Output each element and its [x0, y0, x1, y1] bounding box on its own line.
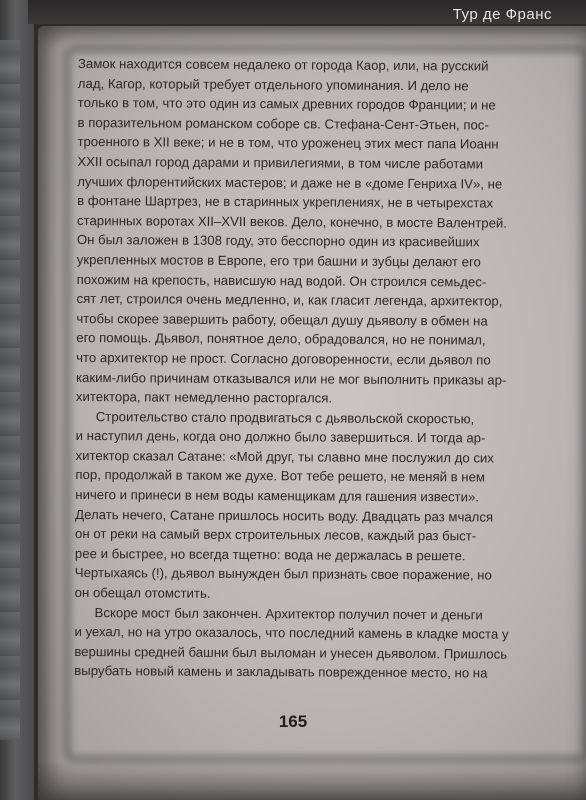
text-line: Делать нечего, Сатане пришлось носить воду. Двадцать раз мчался — [75, 506, 494, 525]
text-line: ничего и принеси в нем воды каменщикам для гашения извести». — [75, 487, 480, 505]
text-line: Вскоре мост был закончен. Архитектор получил почет и деньги — [94, 604, 483, 623]
text-line: и наступил день, когда оно должно было завершиться. И тогда ар- — [75, 428, 486, 446]
text-line: в поразительном романском соборе св. Стефана-Сент-Этьен, пос- — [77, 114, 489, 133]
text-line: что архитектор не прост. Согласно договоренности, если дьявол по — [76, 349, 491, 368]
text-line: укрепленных мостов в Европе, его три башни и зубцы делают его — [76, 251, 481, 270]
text-line: похожим на крепость, нависшую над водой. Он строился семьдес- — [76, 271, 487, 290]
text-line: его помощь. Дьявол, понятное дело, обрадовался, но не понимал, — [76, 330, 486, 348]
text-line: пор, продолжай в таком же духе. Вот тебе решето, не меняй в нем — [75, 467, 486, 485]
page-number: 165 — [278, 712, 308, 731]
text-line: вершины средней башни был выломан и унесен дьяволом. Пришлось — [74, 643, 508, 662]
text-line: хитектора, пакт немедленно расторгался. — [75, 389, 333, 406]
text-line: рее и быстрее, но всегда тщетно: вода не держалась в решете. — [74, 545, 466, 564]
text-line: Замок находится совсем недалеко от города Каор, или, на русский — [77, 55, 489, 74]
body-text — [74, 54, 536, 684]
text-line: XXII осыпал город дарами и привилегиями, в том числе работами — [77, 153, 484, 172]
text-line: Он был заложен в 1308 году, это бесспорно один из красивейших — [76, 232, 480, 250]
text-line: вырубать новый камень и закладывать поврежденное место, но на — [74, 663, 488, 681]
text-line: Чертыхаясь (!), дьявол вынужден был признать свое поражение, но — [74, 565, 492, 583]
text-line: каким-либо причинам отказывался или не мог выполнить приказы ар- — [75, 369, 507, 388]
text-line: чтобы скорее завершить работу, обещал душу дьяволу в обмен на — [76, 310, 488, 329]
text-line: старинных воротах XII–XVII веков. Дело, конечно, в мосте Валентрей. — [76, 212, 508, 231]
text-line: хитектор сказал Сатане: «Мой друг, ты славно мне послужил до сих — [75, 447, 494, 466]
text-line: только в том, что это один из самых древних городов Франции; и не — [77, 95, 496, 113]
text-line: Строительство стало продвигаться с дьявольской скоростью, — [95, 408, 475, 427]
text-line: в фонтане Шартрез, не в старинных укреплениях, не в четырехстах — [77, 193, 494, 211]
adjacent-page-edge — [0, 40, 20, 740]
text-line: лад, Кагор, который требует отдельного упоминания. И дело не — [77, 75, 469, 93]
text-line: он обещал отомстить. — [74, 585, 211, 601]
text-line: он от реки на самый верх строительных лесов, каждый раз быст- — [75, 526, 477, 544]
text-line: и уехал, но на утро оказалось, что последний камень в кладке моста у — [74, 624, 509, 642]
bottom-shadow — [38, 760, 586, 800]
text-line: троенного в XII веке; и не в том, что уроженец этих мест папа Иоанн — [77, 134, 499, 152]
text-line: сят лет, строился очень медленно, и, как гласит легенда, архитектор, — [76, 291, 503, 309]
running-head: Тур де Франс — [452, 6, 552, 23]
text-line: лучших флорентийских мастеров; и даже не в «доме Генриха IV», не — [77, 173, 503, 192]
